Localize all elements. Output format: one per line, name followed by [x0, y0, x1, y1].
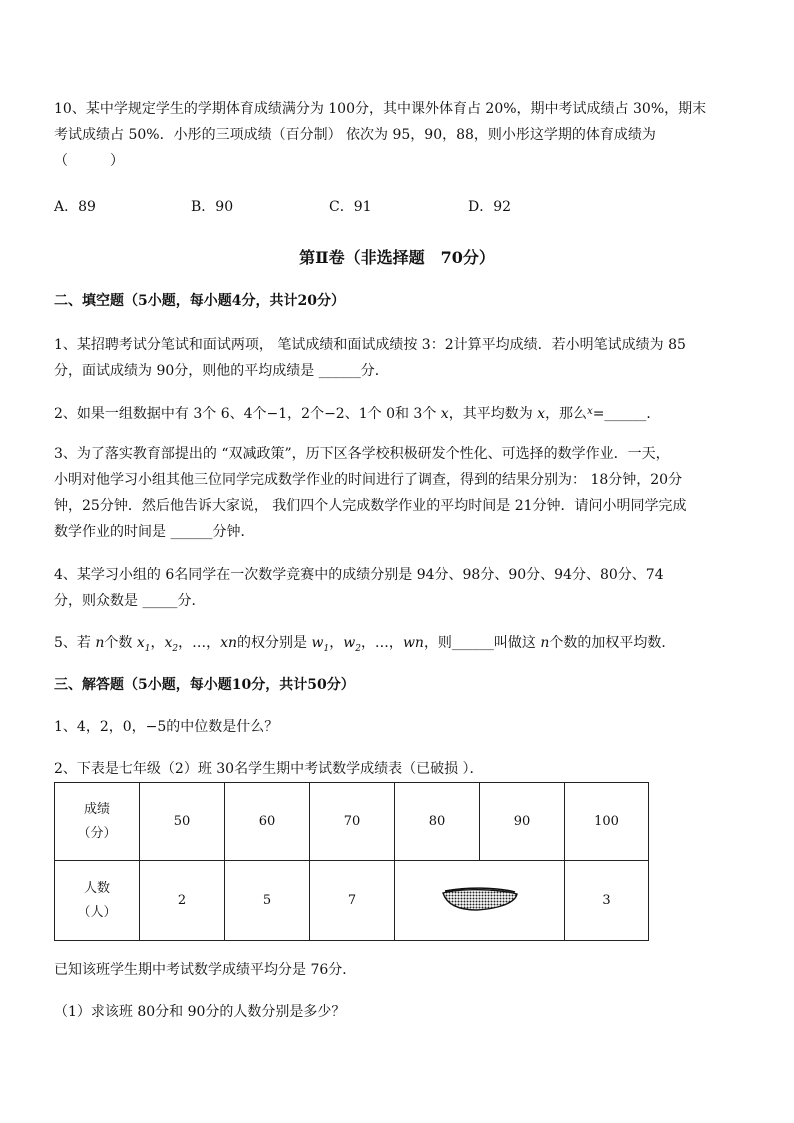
table-row — [55, 783, 649, 861]
table-cell-score: 100 — [565, 783, 649, 861]
solve-section-header: 三、解答题（5小题，每小题10分，共计50分） — [54, 677, 355, 693]
fill-q4-line-1: 4、某学习小组的 6名同学在一次数学竞赛中的成绩分别是 94分、98分、90分、94分、80分、74 — [54, 567, 664, 583]
q10-option-a[interactable]: A．89 — [54, 199, 96, 215]
section-2-title: 第Ⅱ卷（非选择题 70分） — [299, 248, 495, 267]
table-cell-score: 50 — [140, 783, 225, 861]
score-table — [54, 782, 649, 941]
q10-line-3: （ ） — [54, 153, 124, 169]
table-row-header-score: 成绩 （分） — [55, 783, 140, 861]
q10-option-d[interactable]: D．92 — [468, 199, 512, 215]
table-row-header-count: 人数 （人） — [55, 861, 140, 941]
fill-q5: 5、若 n个数 $x_1$，$x_2$，…，xn的权分别是 $w_1$，$w_2$，…，wn，则______叫做这 n个数的加权平均数． — [54, 635, 676, 654]
table-cell-score: 70 — [310, 783, 395, 861]
fill-q3-line-3: 钟，25分钟．然后他告诉大家说， 我们四个人完成数学作业的平均时间是 21分钟．请问小明同学完成 — [54, 498, 687, 514]
fill-section-header: 二、填空题（5小题，每小题4分，共计20分） — [54, 293, 345, 309]
solve-q2-sub-1: （1）求该班 80分和 90分的人数分别是多少？ — [54, 1004, 346, 1020]
table-cell-score: 80 — [395, 783, 480, 861]
fill-q3-line-4: 数学作业的时间是 ______分钟． — [54, 524, 255, 540]
q10-option-c[interactable]: C．91 — [329, 199, 372, 215]
q10-option-b[interactable]: B．90 — [191, 199, 234, 215]
fill-q3-line-1: 3、为了落实教育部提出的 “双减政策”，历下区各学校积极研发个性化、可选择的数学作业．一天， — [54, 446, 670, 462]
table-row — [55, 861, 649, 941]
fill-q1-line-1: 1、某招聘考试分笔试和面试两项， 笔试成绩和面试成绩按 3：2计算平均成绩．若小明笔试成绩为 85 — [54, 337, 686, 353]
table-cell-score: 90 — [480, 783, 565, 861]
solve-q2-given: 已知该班学生期中考试数学成绩平均分是 76分． — [54, 962, 357, 978]
damaged-cell — [395, 861, 565, 941]
solve-q1: 1、4，2，0，−5的中位数是什么？ — [54, 719, 279, 735]
solve-q2: 2、下表是七年级（2）班 30名学生期中考试数学成绩表（已破损 ）． — [54, 761, 484, 777]
fill-q3-line-2: 小明对他学习小组其他三位同学完成数学作业的时间进行了调查，得到的结果分别为： 18分钟，20分 — [54, 472, 683, 488]
table-cell-count: 5 — [225, 861, 310, 941]
fill-q1-line-2: 分，面试成绩为 90分，则他的平均成绩是 ______分． — [54, 363, 389, 379]
damaged-patch-icon — [439, 885, 521, 913]
table-cell-count: 2 — [140, 861, 225, 941]
fill-q4-line-2: 分，则众数是 _____分． — [54, 593, 206, 609]
table-cell-count: 3 — [565, 861, 649, 941]
table-cell-score: 60 — [225, 783, 310, 861]
table-cell-count: 7 — [310, 861, 395, 941]
fill-q2: 2、如果一组数据中有 3个 6、4个−1，2个−2、1个 0和 3个 x，其平均数为 x，那么$^x$=______． — [54, 406, 661, 422]
q10-line-2: 考试成绩占 50%．小彤的三项成绩（百分制） 依次为 95，90，88，则小彤这学期的体育成绩为 — [54, 127, 656, 143]
q10-line-1: 10、某中学规定学生的学期体育成绩满分为 100分，其中课外体育占 20%，期中考试成绩占 30%，期末 — [54, 101, 707, 117]
